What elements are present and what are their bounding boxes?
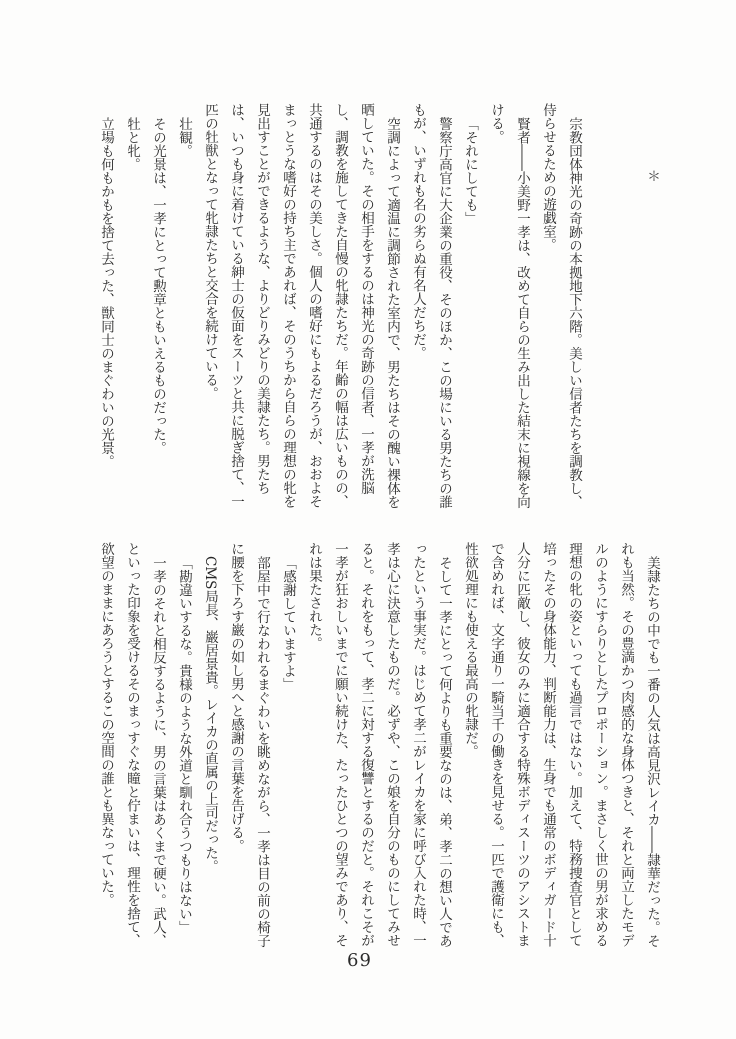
text-column: 美隷たちの中でも一番の人気は高見沢レイカ――隷華だった。そ [644,556,660,948]
text-column: れも当然。その豊満かつ肉感的な身体つきと、それと両立したモデ [618,542,634,947]
text-column: 「勘違いするな。貴様のような外道と馴れ合うつもりはない」 [176,556,192,934]
text-column: 宗教団体神光の奇跡の本拠地下六階。美しい信者たちを調教し、 [566,117,582,509]
text-column: 警察庁高官に大企業の重役、そのほか、この場にいる男たちの誰 [436,117,452,509]
text-column: 一孝が狂おしいまでに願い続けた、たったひとつの望みであり、そ [332,542,348,947]
text-column: といった印象を受けるそのまっすぐな瞳と佇まいは、理性を捨て、 [124,542,140,947]
text-column: そして一孝にとって何よりも重要なのは、弟、孝二の想い人であ [436,556,452,948]
text-column: 人分に匹敵し、彼女のみに適合する特殊ボディスーツのアシストま [514,542,530,947]
text-column: 「それにしても」 [462,117,478,225]
text-column: もが、いずれも名の劣らぬ有名人だちだ。 [410,103,426,360]
text-column: 壮観。 [176,117,192,158]
text-column: 欲望のままにあろうとするこの空間の誰とも異なっていた。 [98,542,114,907]
text-column: 立場も何もかもを捨て去った、獣同士のまぐわいの光景。 [98,117,114,468]
text-column: 性欲処理にも使える最高の牝隷だ。 [462,542,478,758]
text-column: ると。それをもって、孝二に対する復讐とするのだと。それこそが [358,542,374,947]
text-column: その光景は、一孝にとって勲章ともいえるものだった。 [150,117,166,455]
text-column: 空調によって適温に調節された室内で、男たちはその醜い裸体を [384,117,400,509]
text-column: し、調教を施してきた自慢の牝隷たちだ。年齢の幅は広いものの、 [332,103,348,508]
text-column: 牡と牝。 [124,117,140,171]
text-column: に腰を下ろす巌の如し男へと感謝の言葉を告げる。 [228,542,244,853]
text-column: 「感謝していますよ」 [280,556,296,691]
text-column: ける。 [488,103,504,144]
text-column: は、いつも身に着けている紳士の仮面をスーツと共に脱ぎ捨て、一 [228,103,244,508]
text-column: 一孝のそれと相反するように、男の言葉はあくまで硬い。武人、 [150,556,166,948]
text-column: ルのようにすらりとしたプロポーション。まさしく世の男が求める [592,542,608,947]
text-column: 賢者――小美野一孝は、改めて自らの生み出した結末に視線を向 [514,117,530,509]
text-column: れは果たされた。 [306,542,322,650]
text-column: 部屋中で行なわれるまぐわいを眺めながら、一孝は目の前の椅子 [254,556,270,948]
text-column: ったという事実だ。はじめて孝二がレイカを家に呼び入れた時、一 [410,542,426,947]
text-column: 晒していた。その相手をするのは神光の奇跡の信者、一孝が洗脳 [358,103,374,495]
text-column: 理想の牝の姿といっても過言ではない。加えて、特務捜査官として [566,542,582,947]
text-column: 孝は心に決意したものだ。必ずや、この娘を自分のものにしてみせ [384,542,400,947]
page-number: 69 [347,950,372,971]
text-column: 侍らせるための遊戯室。 [540,103,556,252]
text-column: まっとうな嗜好の持ち主であれば、そのうちから自らの理想の牝を [280,103,296,508]
text-column: 培ったその身体能力、判断能力は、生身でも通常のボディガード十 [540,542,556,947]
text-column: 共通するのはその美しさ。個人の嗜好にもよるだろうが、おおよそ [306,103,322,508]
text-column: で含めれば、文字通り一騎当千の働きを見せる。一匹で護衛にも、 [488,542,504,947]
text-column: 見出すことができるような、よりどりみどりの美隷たち。男たち [254,103,270,495]
section-separator-asterisk: ＊ [644,169,660,183]
bottom-text-block [93,542,665,972]
top-text-block [93,103,665,533]
text-column: 匹の牡獣となって牝隷たちと交合を続けている。 [202,103,218,400]
text-column: CMS局長、巌居景貴。レイカの直属の上司だった。 [202,556,218,873]
